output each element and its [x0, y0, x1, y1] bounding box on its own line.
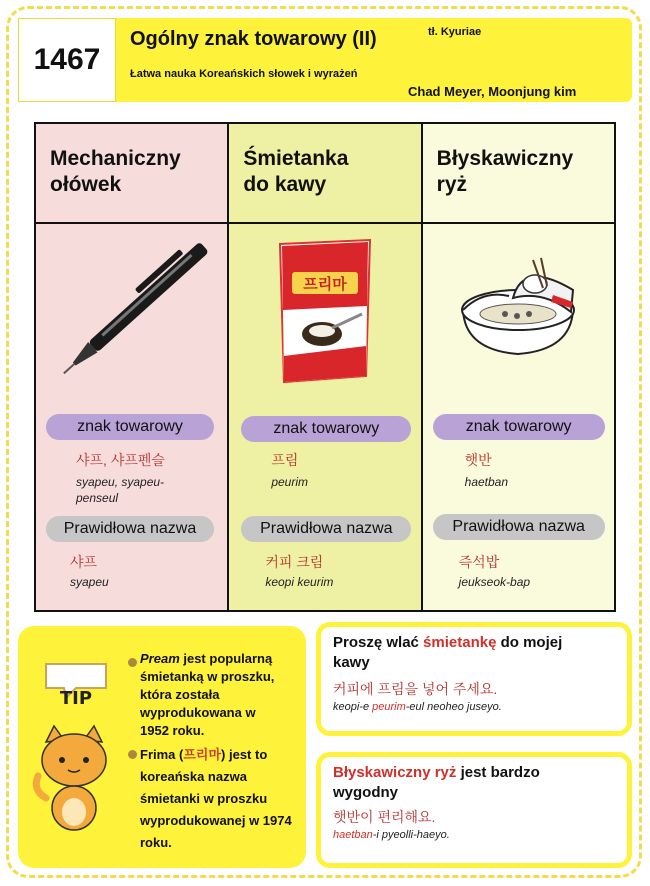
rom-line: syapeu, syapeu- [76, 475, 165, 489]
proper-korean: 즉석밥 [458, 554, 500, 570]
bullet-dot [128, 750, 137, 759]
cat-mascot-icon [22, 634, 132, 834]
proper-romanization: jeukseok-bap [458, 575, 531, 589]
tip-paragraph-2 [140, 744, 292, 854]
column-mechanical-pencil [36, 124, 227, 610]
tip-text: Frima ( [140, 747, 184, 762]
page-subtitle: Łatwa nauka Koreańskich słowek i wyrażeń [130, 68, 358, 80]
highlight-word: haetban [333, 829, 373, 841]
brand-korean: 햇반 [464, 452, 492, 468]
column-heading [229, 124, 420, 224]
rom-text: -eul neoheo juseyo. [405, 701, 502, 713]
mechanical-pencil-icon [36, 226, 227, 406]
highlight-word: śmietankę [423, 634, 497, 651]
proper-korean: 샤프 [70, 554, 98, 570]
proper-romanization: keopi keurim [265, 575, 334, 589]
proper-romanization: syapeu [70, 575, 109, 589]
example-text: do mojej [496, 634, 563, 651]
brand-romanization [76, 474, 164, 506]
translator-credit: tł. Kyuriae [428, 26, 482, 38]
tip-text: wyprodukowanej w 1974 [140, 813, 292, 828]
example-korean: 커피에 프림을 넣어 주세요. [333, 681, 498, 697]
bullet-dot [128, 658, 137, 667]
highlight-word: Błyskawiczny ryż [333, 764, 457, 781]
tip-text: śmietanką w proszku, [140, 669, 275, 684]
tip-paragraph-1 [140, 650, 274, 740]
package-text: 프리마 [303, 275, 347, 293]
brand-name-label: znak towarowy [46, 414, 214, 440]
heading-line: ryż [436, 173, 468, 196]
heading-line: ołówek [50, 173, 122, 196]
heading-line: do kawy [243, 173, 327, 196]
example-text: jest bardzo [456, 764, 540, 781]
header [18, 18, 632, 102]
vocabulary-table [34, 122, 616, 612]
column-instant-rice [421, 124, 614, 610]
lesson-number: 1467 [18, 18, 116, 102]
tip-text: roku. [140, 835, 172, 850]
brand-korean: 프림 [271, 452, 299, 468]
proper-name-label: Prawidłowa nazwa [46, 516, 214, 542]
italic-term: Pream [140, 651, 180, 666]
example-text: kawy [333, 654, 370, 671]
example-text: wygodny [333, 784, 399, 801]
rom-text: -i pyeolli-haeyo. [372, 829, 450, 841]
column-heading [36, 124, 227, 224]
highlight-word: peurim [372, 701, 406, 713]
example-polish [333, 633, 621, 673]
brand-romanization [465, 474, 508, 490]
tip-text: ) jest to [221, 747, 268, 762]
tip-text: koreańska nazwa [140, 769, 247, 784]
tip-text: 1952 roku. [140, 723, 205, 738]
example-romanization [333, 701, 502, 713]
example-sentence-2 [316, 752, 632, 868]
column-coffee-creamer [227, 124, 420, 610]
proper-name-label: Prawidłowa nazwa [433, 514, 605, 540]
brand-romanization [271, 474, 308, 490]
brand-name-label: znak towarowy [433, 414, 605, 440]
heading-line: Śmietanka [243, 147, 349, 170]
example-romanization [333, 829, 450, 841]
page-title: Ogólny znak towarowy (II) [130, 28, 377, 50]
instant-rice-bowl-icon [423, 226, 614, 406]
brand-name-label: znak towarowy [241, 416, 411, 442]
rom-line: haetban [464, 475, 509, 489]
coffee-creamer-bag-icon [229, 226, 420, 406]
example-korean: 햇반이 편리해요. [333, 809, 436, 825]
proper-korean: 커피 크림 [265, 554, 324, 570]
heading-line: Błyskawiczny [436, 147, 574, 170]
brand-korean: 샤프, 샤프펜슬 [76, 452, 165, 468]
tip-box [18, 626, 306, 868]
tip-text: wyprodukowana w [140, 705, 256, 720]
proper-name-label: Prawidłowa nazwa [241, 516, 411, 542]
column-heading [423, 124, 614, 224]
example-polish [333, 763, 621, 803]
example-text: Proszę wlać [333, 634, 424, 651]
tip-text: jest popularną [179, 651, 273, 666]
tip-badge: TIP [59, 688, 93, 709]
heading-line: Mechaniczny [50, 147, 181, 170]
tip-text: która została [140, 687, 220, 702]
rom-line: peurim [271, 475, 309, 489]
tip-text: śmietanki w proszku [140, 791, 268, 806]
authors: Chad Meyer, Moonjung kim [408, 84, 577, 99]
korean-term: 프리마 [183, 747, 222, 762]
example-sentence-1 [316, 622, 632, 736]
rom-line: penseul [76, 491, 119, 505]
rom-text: keopi-e [333, 701, 373, 713]
